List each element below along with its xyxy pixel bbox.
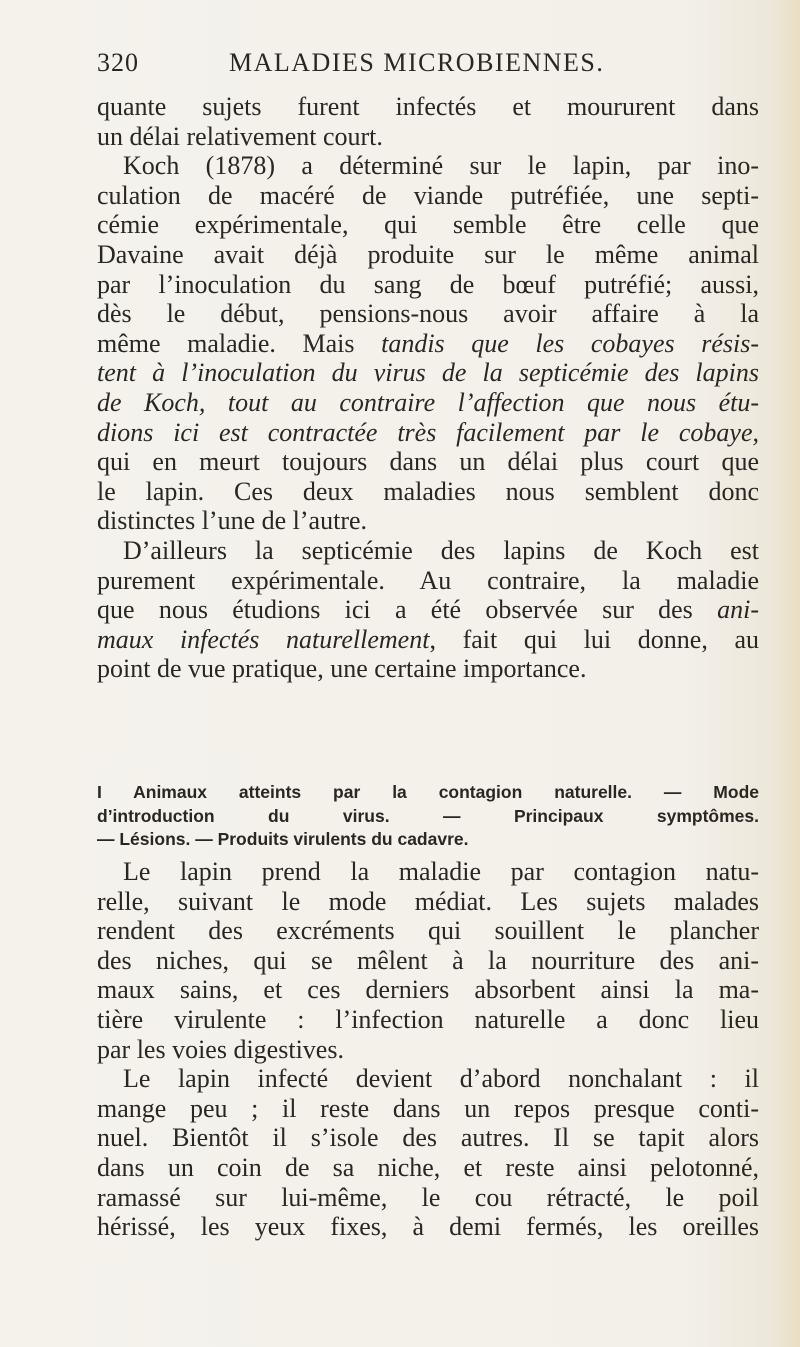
text-line: Koch (1878) a déterminé sur le lapin, par ino- xyxy=(123,151,759,181)
italic-run: de Koch, tout au contraire l’affection que nous étu- xyxy=(97,387,759,417)
text-line: distinctes l’une de l’autre. xyxy=(97,506,368,536)
text-line: Le lapin prend la maladie par contagion natu- xyxy=(123,857,759,886)
heading-line: — Lésions. — Produits virulents du cadavre. xyxy=(97,829,469,849)
text-line: par les voies digestives. xyxy=(97,1034,344,1064)
text-line: rendent des excréments qui souillent le plancher xyxy=(97,916,759,946)
text-line: le lapin. Ces deux maladies nous semblent donc xyxy=(97,476,759,506)
text-line: cémie expérimentale, qui semble être celle que xyxy=(97,210,759,240)
text-line: par l’inoculation du sang de bœuf putréfié; aussi, xyxy=(97,269,759,299)
italic-run: dions ici est contractée très facilement par le cobaye, xyxy=(97,417,759,447)
paragraph xyxy=(97,536,759,684)
text-line: dans un coin de sa niche, et reste ainsi pelotonné, xyxy=(97,1152,759,1182)
italic-run: tent à l’inoculation du virus de la septicémie des lapins xyxy=(97,358,759,388)
text-line: D’ailleurs la septicémie des lapins de Koch est xyxy=(123,535,759,565)
body-text-block-1 xyxy=(97,92,759,684)
text-run: , fait qui lui donne, au xyxy=(429,624,759,654)
text-line: des niches, qui se mêlent à la nourriture des ani- xyxy=(97,945,759,975)
text-line xyxy=(97,418,759,448)
text-line xyxy=(97,388,759,418)
text-line: tière virulente : l’infection naturelle a donc lieu xyxy=(97,1004,759,1034)
italic-run: ani- xyxy=(717,595,759,625)
section-heading xyxy=(97,781,759,852)
text-line: ramassé sur lui-même, le cou rétracté, le poil xyxy=(97,1182,759,1212)
text-run: que nous étudions ici a été observée sur des xyxy=(97,595,718,625)
paragraph xyxy=(97,92,759,151)
text-line xyxy=(97,625,759,655)
text-line: Davaine avait déjà produite sur le même animal xyxy=(97,239,759,269)
body-text-block-2 xyxy=(97,857,759,1242)
paragraph xyxy=(97,151,759,536)
text-line: nuel. Bientôt il s’isole des autres. Il se tapit alors xyxy=(97,1123,759,1153)
page-header xyxy=(97,44,757,84)
text-run: même maladie. Mais xyxy=(97,328,382,358)
text-line: purement expérimentale. Au contraire, la maladie xyxy=(97,565,759,595)
text-line: dès le début, pensions-nous avoir affaire à la xyxy=(97,299,759,329)
italic-run: tandis que les cobayes résis- xyxy=(381,328,759,358)
text-line xyxy=(97,329,759,359)
text-line xyxy=(97,595,759,625)
text-line: un délai relativement court. xyxy=(97,121,383,151)
text-line: relle, suivant le mode médiat. Les sujets malades xyxy=(97,886,759,916)
running-title: MALADIES MICROBIENNES. xyxy=(229,48,605,77)
text-line: qui en meurt toujours dans un délai plus court que xyxy=(97,447,759,477)
text-line: quante sujets furent infectés et moururent dans xyxy=(97,92,759,121)
italic-run: maux infectés naturellement xyxy=(97,624,430,654)
text-line xyxy=(97,358,759,388)
text-line: Le lapin infecté devient d’abord nonchalant : il xyxy=(123,1064,759,1094)
heading-line: I Animaux atteints par la contagion naturelle. — Mode xyxy=(97,782,759,802)
text-line: mange peu ; il reste dans un repos presque conti- xyxy=(97,1093,759,1123)
text-line: maux sains, et ces derniers absorbent ainsi la ma- xyxy=(97,975,759,1005)
text-line: culation de macéré de viande putréfiée, une septi- xyxy=(97,180,759,210)
text-line: point de vue pratique, une certaine importance. xyxy=(97,654,587,684)
text-line: hérissé, les yeux fixes, à demi fermés, les oreilles xyxy=(97,1212,759,1242)
page-number: 320 xyxy=(97,48,139,77)
heading-line: d’introduction du virus. — Principaux symptômes. xyxy=(97,805,759,826)
page-edge-shading xyxy=(770,0,800,1347)
